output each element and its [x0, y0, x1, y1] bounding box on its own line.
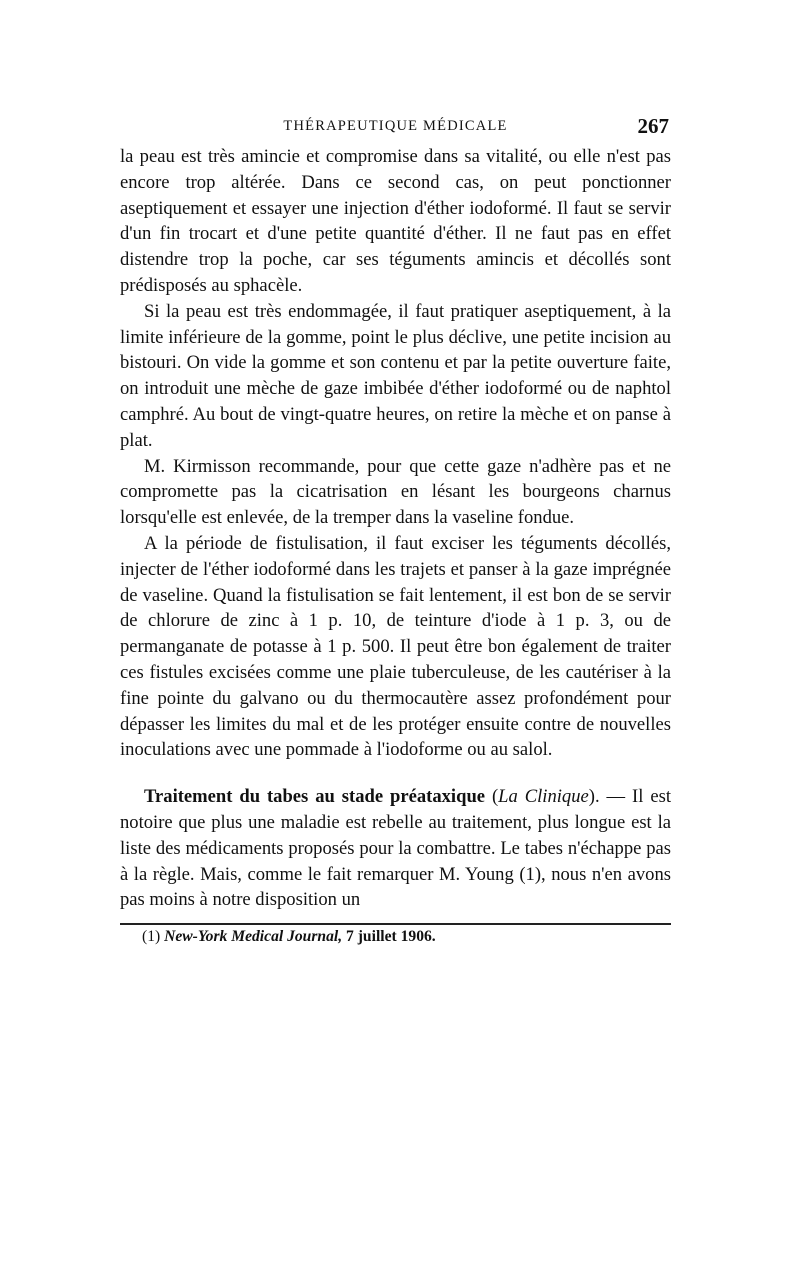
book-page — [120, 112, 671, 947]
section-title: Traitement du tabes au stade préataxique — [144, 786, 486, 808]
body-text — [120, 144, 671, 913]
section-source: La Clinique — [498, 786, 589, 808]
section-gap — [120, 763, 671, 784]
footnote-journal: New-York Medical Journal, — [164, 928, 343, 946]
footnote — [120, 927, 671, 947]
paragraph-tabes: Traitement du tabes au stade préataxique (La Clinique). — Il est notoire que plus une maladie est rebelle au traitement, plus longue est la liste des médicaments proposés pour la combattre. Le tabes n'échappe pas à la règle. Mais, comme le fait remarquer M. Young (1), nous n'en avons pas moins à notre disposition un — [120, 786, 671, 911]
paragraph-fistulisation: A la période de fistulisation, il faut exciser les téguments décollés, injecter de l'éther iodoformé dans les trajets et panser à la gaze imprégnée de vaseline. Quand la fistulisation se fait lentement, il est bon de se servir de chlorure de zinc à 1 p. 10, de teinture d'iode à 1 p. 3, ou de permanganate de potasse à 1 p. 500. Il peut être bon également de traiter ces fistules excisées comme une plaie tuberculeuse, de les cautériser à la fine pointe du galvano ou du thermocautère assez profondément pour dépasser les limites du mal et de les protéger ensuite contre de nouvelles inoculations avec une pommade à l'iodoforme ou au salol. — [120, 532, 671, 761]
running-head — [120, 112, 671, 144]
footnote-date: 7 juillet 1906. — [346, 928, 436, 946]
running-title: THÉRAPEUTIQUE MÉDICALE — [283, 118, 508, 134]
page-number: 267 — [637, 114, 669, 138]
section-dash-il: — Il — [606, 786, 644, 808]
section-text: est notoire que plus une maladie est rebelle au traitement, plus longue est la liste des médicaments proposés pour la combattre. Le tabes n'échappe pas à la règle. Mais, comme le fait remarquer M. Young (1), nous n'en avons pas moins à notre disposition un — [120, 786, 671, 911]
paragraph-kirmisson: M. Kirmisson recommande, pour que cette gaze n'adhère pas et ne compromette pas la cicatrisation en lésant les bourgeons charnus lorsqu'elle est enlevée, de la tremper dans la vaseline fondue. — [120, 455, 671, 529]
paragraph-incision: Si la peau est très endommagée, il faut pratiquer aseptiquement, à la limite inférieure de la gomme, point le plus déclive, une petite incision au bistouri. On vide la gomme et son contenu et par la petite ouverture faite, on introduit une mèche de gaze imbibée d'éther iodoformé ou de naphtol camphré. Au bout de vingt-quatre heures, on retire la mèche et on panse à plat. — [120, 300, 671, 451]
footnote-marker: (1) — [142, 928, 161, 946]
footnote-rule — [120, 923, 671, 925]
paragraph-continuation: la peau est très amincie et compromise dans sa vitalité, ou elle n'est pas encore trop altérée. Dans ce second cas, on peut ponctionner aseptiquement et essayer une injection d'éther iodoformé. Il faut se servir d'un fin trocart et d'une petite quantité d'éther. Il ne faut pas en effet distendre trop la poche, car ses téguments amincis et décollés sont prédisposés au sphacèle. — [120, 146, 671, 296]
